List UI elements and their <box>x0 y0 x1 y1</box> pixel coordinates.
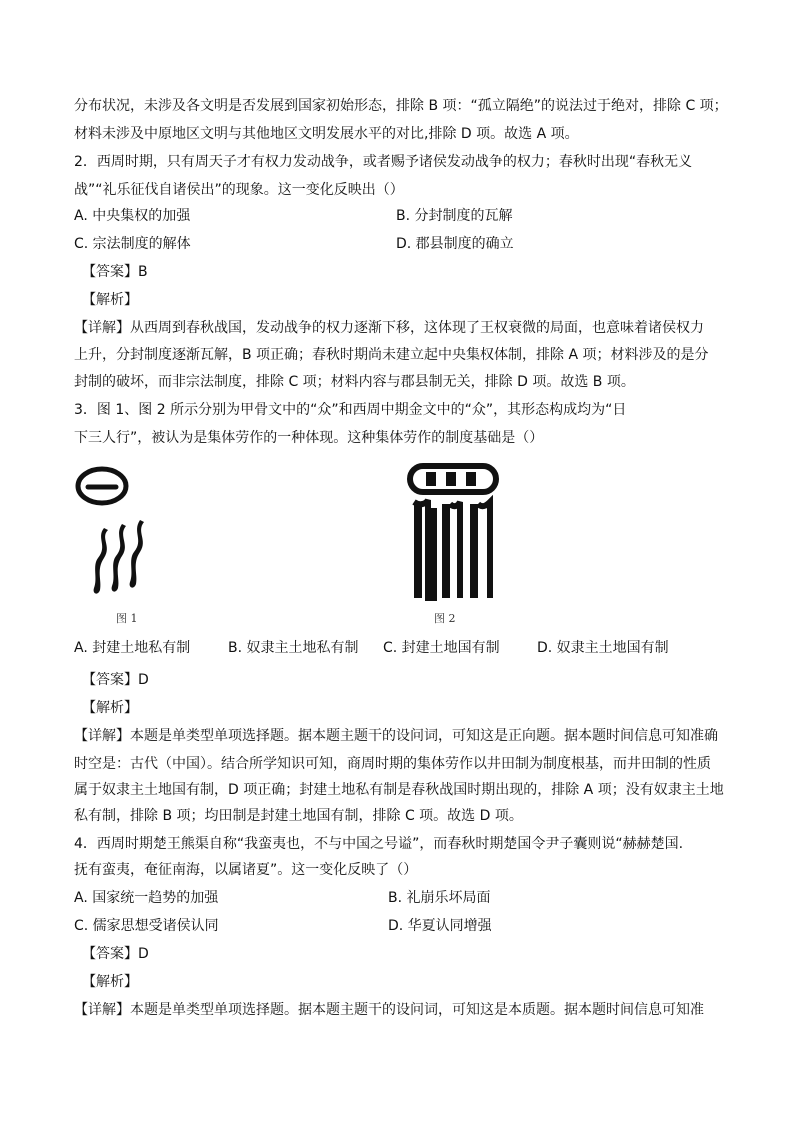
figure-1-caption: 图 1 <box>116 612 138 625</box>
q2-stem-line-1: 2．西周时期，只有周天子才有权力发动战争，或者赐予诸侯发动战争的权力；春秋时出现“春秋无义 <box>74 154 693 170</box>
q2-option-a: A. 中央集权的加强 <box>74 208 191 224</box>
q3-option-b: B. 奴隶主土地私有制 <box>228 640 359 656</box>
q4-option-a: A. 国家统一趋势的加强 <box>74 890 219 906</box>
q2-detail-line-1: 【详解】从西周到春秋战国，发动战争的权力逐渐下移，这体现了王权衰微的局面，也意味着诸侯权力 <box>74 320 704 336</box>
q2-option-d: D. 郡县制度的确立 <box>396 236 514 252</box>
q4-detail-line-1: 【详解】本题是单类型单项选择题。据本题主题干的设问词，可知这是本质题。据本题时间信息可知准 <box>74 1002 704 1018</box>
q3-answer: 【答案】D <box>82 672 149 688</box>
q2-detail-line-2: 上升，分封制度逐渐瓦解，B 项正确；春秋时期尚未建立起中央集权体制，排除 A 项；材料涉及的是分 <box>74 347 709 363</box>
q3-option-d: D. 奴隶主土地国有制 <box>537 640 669 656</box>
q1-text-line-1: 分布状况，未涉及各文明是否发展到国家初始形态，排除 B 项：“孤立隔绝”的说法过于绝对，排除 C 项； <box>74 98 728 114</box>
bronze-inscription-zhong-figure <box>404 460 504 605</box>
figure-2-caption: 图 2 <box>434 612 456 625</box>
q3-detail-line-3: 属于奴隶主土地国有制，D 项正确；封建土地私有制是春秋战国时期出现的，排除 A 项；没有奴隶主土地 <box>74 782 724 798</box>
q2-stem-line-2: 战”“礼乐征伐自诸侯出”的现象。这一变化反映出（） <box>74 182 404 198</box>
q4-answer: 【答案】D <box>82 946 149 962</box>
q3-option-a: A. 封建土地私有制 <box>74 640 191 656</box>
q4-stem-line-1: 4．西周时期楚王熊渠自称“我蛮夷也，不与中国之号谥”，而春秋时期楚国令尹子囊则说“赫赫楚国. <box>74 836 684 852</box>
q3-detail-line-4: 私有制，排除 B 项；均田制是封建土地国有制，排除 C 项。故选 D 项。 <box>74 808 523 824</box>
q4-option-b: B. 礼崩乐坏局面 <box>388 890 491 906</box>
q2-option-c: C. 宗法制度的解体 <box>74 236 191 252</box>
q3-detail-line-2: 时空是：古代（中国）。结合所学知识可知，商周时期的集体劳作以井田制为制度根基，而井田制的性质 <box>74 756 711 772</box>
q2-answer: 【答案】B <box>82 264 148 280</box>
q3-analysis-label: 【解析】 <box>82 700 138 716</box>
q4-stem-line-2: 抚有蛮夷，奄征南海，以属诸夏”。这一变化反映了（） <box>74 862 418 878</box>
q3-stem-line-1: 3．图 1、图 2 所示分别为甲骨文中的“众”和西周中期金文中的“众”，其形态构成均为“日 <box>74 402 627 418</box>
q3-stem-line-2: 下三人行”，被认为是集体劳作的一种体现。这种集体劳作的制度基础是（） <box>74 430 544 446</box>
q3-option-c: C. 封建土地国有制 <box>383 640 500 656</box>
q2-analysis-label: 【解析】 <box>82 292 138 308</box>
q4-option-d: D. 华夏认同增强 <box>388 918 492 934</box>
q4-analysis-label: 【解析】 <box>82 974 138 990</box>
q3-detail-line-1: 【详解】本题是单类型单项选择题。据本题主题干的设问词，可知这是正向题。据本题时间信息可知准确 <box>74 728 718 744</box>
q2-option-b: B. 分封制度的瓦解 <box>396 208 513 224</box>
q2-detail-line-3: 封制的破坏，而非宗法制度，排除 C 项；材料内容与郡县制无关，排除 D 项。故选 B 项。 <box>74 374 635 390</box>
q4-option-c: C. 儒家思想受诸侯认同 <box>74 918 219 934</box>
oracle-bone-zhong-figure <box>74 466 174 606</box>
q1-text-line-2: 材料未涉及中原地区文明与其他地区文明发展水平的对比,排除 D 项。故选 A 项。 <box>74 126 579 142</box>
